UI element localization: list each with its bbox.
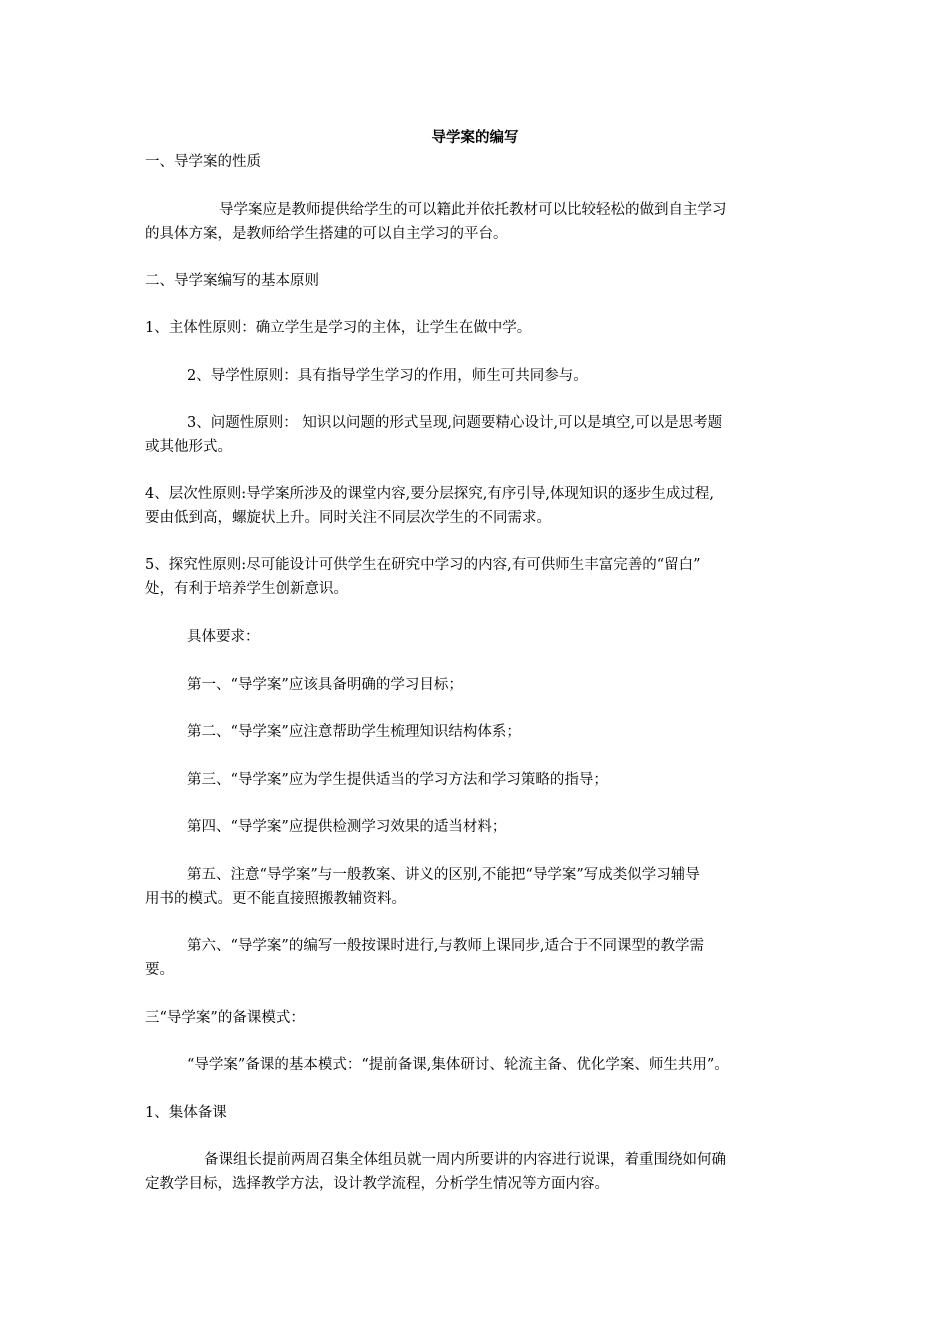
section-heading-nature: 一、导学案的性质: [145, 154, 261, 170]
paragraph-line: 4、层次性原则:导学案所涉及的课堂内容,要分层探究,有序引导,体现知识的逐步生成过程,: [145, 486, 715, 502]
list-item: 第六、“导学案”的编写一般按课时进行,与教师上课同步,适合于不同课型的教学需: [187, 938, 705, 954]
subheading-requirements: 具体要求：: [187, 629, 260, 645]
paragraph-line: “导学案”备课的基本模式：“提前备课,集体研讨、轮流主备、优化学案、师生共用”。: [187, 1057, 729, 1073]
list-item-continuation: 用书的模式。更不能直接照搬教辅资料。: [145, 891, 406, 907]
paragraph-line: 导学案应是教师提供给学生的可以籍此并依托教材可以比较轻松的做到自主学习: [219, 202, 727, 218]
list-item: 第五、注意“导学案”与一般教案、讲义的区别,不能把“导学案”写成类似学习辅导: [187, 867, 700, 883]
list-item: 第一、“导学案”应该具备明确的学习目标；: [187, 677, 463, 693]
list-item-continuation: 要。: [145, 962, 174, 978]
paragraph-line: 定教学目标，选择教学方法，设计教学流程，分析学生情况等方面内容。: [145, 1176, 609, 1192]
paragraph-line: 2、导学性原则：具有指导学生学习的作用，师生可共同参与。: [187, 368, 588, 384]
paragraph-line: 3、问题性原则： 知识以问题的形式呈现,问题要精心设计,可以是填空,可以是思考题: [187, 415, 723, 431]
document-title: 导学案的编写: [431, 130, 519, 146]
list-item: 第三、“导学案”应为学生提供适当的学习方法和学习策略的指导；: [187, 772, 608, 788]
section-heading-principles: 二、导学案编写的基本原则: [145, 273, 319, 289]
list-item: 第二、“导学案”应注意帮助学生梳理知识结构体系；: [187, 724, 521, 740]
paragraph-line: 要由低到高，螺旋状上升。同时关注不同层次学生的不同需求。: [145, 510, 551, 526]
paragraph-line: 的具体方案，是教师给学生搭建的可以自主学习的平台。: [145, 226, 508, 242]
subheading-collective: 1、集体备课: [145, 1105, 227, 1121]
list-item: 第四、“导学案”应提供检测学习效果的适当材料；: [187, 819, 507, 835]
section-heading-mode: 三“导学案”的备课模式：: [145, 1010, 305, 1026]
paragraph-line: 或其他形式。: [145, 439, 232, 455]
paragraph-line: 5、探究性原则:尽可能设计可供学生在研究中学习的内容,有可供师生丰富完善的“留白”: [145, 557, 701, 573]
paragraph-line: 1、主体性原则：确立学生是学习的主体，让学生在做中学。: [145, 320, 532, 336]
paragraph-line: 备课组长提前两周召集全体组员就一周内所要讲的内容进行说课，着重围绕如何确: [204, 1152, 726, 1168]
paragraph-line: 处，有利于培养学生创新意识。: [145, 581, 348, 597]
